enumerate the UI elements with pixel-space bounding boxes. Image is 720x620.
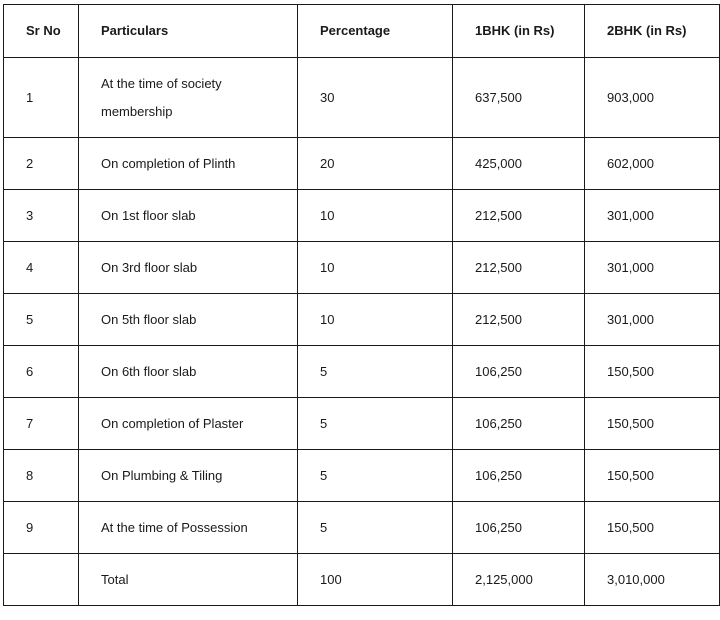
cell-2bhk: 301,000 xyxy=(585,294,720,346)
cell-particulars: On completion of Plaster xyxy=(79,398,298,450)
cell-2bhk: 150,500 xyxy=(585,346,720,398)
cell-sr-no xyxy=(4,554,79,606)
table-row xyxy=(4,138,720,190)
table-row xyxy=(4,398,720,450)
cell-percentage: 5 xyxy=(298,450,453,502)
table-total-row xyxy=(4,554,720,606)
table-row xyxy=(4,346,720,398)
cell-percentage: 30 xyxy=(298,58,453,138)
cell-sr-no: 4 xyxy=(4,242,79,294)
table-row xyxy=(4,502,720,554)
header-2bhk: 2BHK (in Rs) xyxy=(585,5,720,58)
cell-total-1bhk: 2,125,000 xyxy=(453,554,585,606)
cell-2bhk: 150,500 xyxy=(585,398,720,450)
payment-schedule-table xyxy=(3,4,720,606)
header-sr-no: Sr No xyxy=(4,5,79,58)
cell-total-2bhk: 3,010,000 xyxy=(585,554,720,606)
table-row xyxy=(4,294,720,346)
cell-particulars: At the time of Possession xyxy=(79,502,298,554)
cell-percentage: 20 xyxy=(298,138,453,190)
table-row xyxy=(4,58,720,138)
cell-sr-no: 5 xyxy=(4,294,79,346)
table-row xyxy=(4,190,720,242)
cell-particulars: At the time of society membership xyxy=(79,58,298,138)
cell-1bhk: 106,250 xyxy=(453,398,585,450)
cell-1bhk: 106,250 xyxy=(453,346,585,398)
cell-2bhk: 150,500 xyxy=(585,502,720,554)
cell-sr-no: 6 xyxy=(4,346,79,398)
cell-particulars: On 1st floor slab xyxy=(79,190,298,242)
cell-sr-no: 1 xyxy=(4,58,79,138)
cell-2bhk: 903,000 xyxy=(585,58,720,138)
cell-sr-no: 3 xyxy=(4,190,79,242)
cell-percentage: 10 xyxy=(298,190,453,242)
cell-sr-no: 9 xyxy=(4,502,79,554)
table-row xyxy=(4,242,720,294)
table-row xyxy=(4,450,720,502)
cell-total-label: Total xyxy=(79,554,298,606)
cell-percentage: 10 xyxy=(298,294,453,346)
cell-percentage: 5 xyxy=(298,398,453,450)
cell-2bhk: 301,000 xyxy=(585,190,720,242)
cell-1bhk: 106,250 xyxy=(453,502,585,554)
header-particulars: Particulars xyxy=(79,5,298,58)
cell-1bhk: 212,500 xyxy=(453,294,585,346)
cell-sr-no: 8 xyxy=(4,450,79,502)
cell-1bhk: 637,500 xyxy=(453,58,585,138)
cell-2bhk: 602,000 xyxy=(585,138,720,190)
cell-particulars: On completion of Plinth xyxy=(79,138,298,190)
cell-1bhk: 212,500 xyxy=(453,242,585,294)
cell-particulars: On 6th floor slab xyxy=(79,346,298,398)
cell-1bhk: 212,500 xyxy=(453,190,585,242)
header-1bhk: 1BHK (in Rs) xyxy=(453,5,585,58)
cell-percentage: 5 xyxy=(298,346,453,398)
cell-2bhk: 301,000 xyxy=(585,242,720,294)
cell-percentage: 10 xyxy=(298,242,453,294)
cell-1bhk: 425,000 xyxy=(453,138,585,190)
cell-particulars: On 5th floor slab xyxy=(79,294,298,346)
cell-percentage: 5 xyxy=(298,502,453,554)
cell-particulars: On 3rd floor slab xyxy=(79,242,298,294)
header-percentage: Percentage xyxy=(298,5,453,58)
cell-sr-no: 2 xyxy=(4,138,79,190)
cell-2bhk: 150,500 xyxy=(585,450,720,502)
cell-particulars: On Plumbing & Tiling xyxy=(79,450,298,502)
table-header-row xyxy=(4,5,720,58)
cell-sr-no: 7 xyxy=(4,398,79,450)
cell-total-percentage: 100 xyxy=(298,554,453,606)
cell-1bhk: 106,250 xyxy=(453,450,585,502)
